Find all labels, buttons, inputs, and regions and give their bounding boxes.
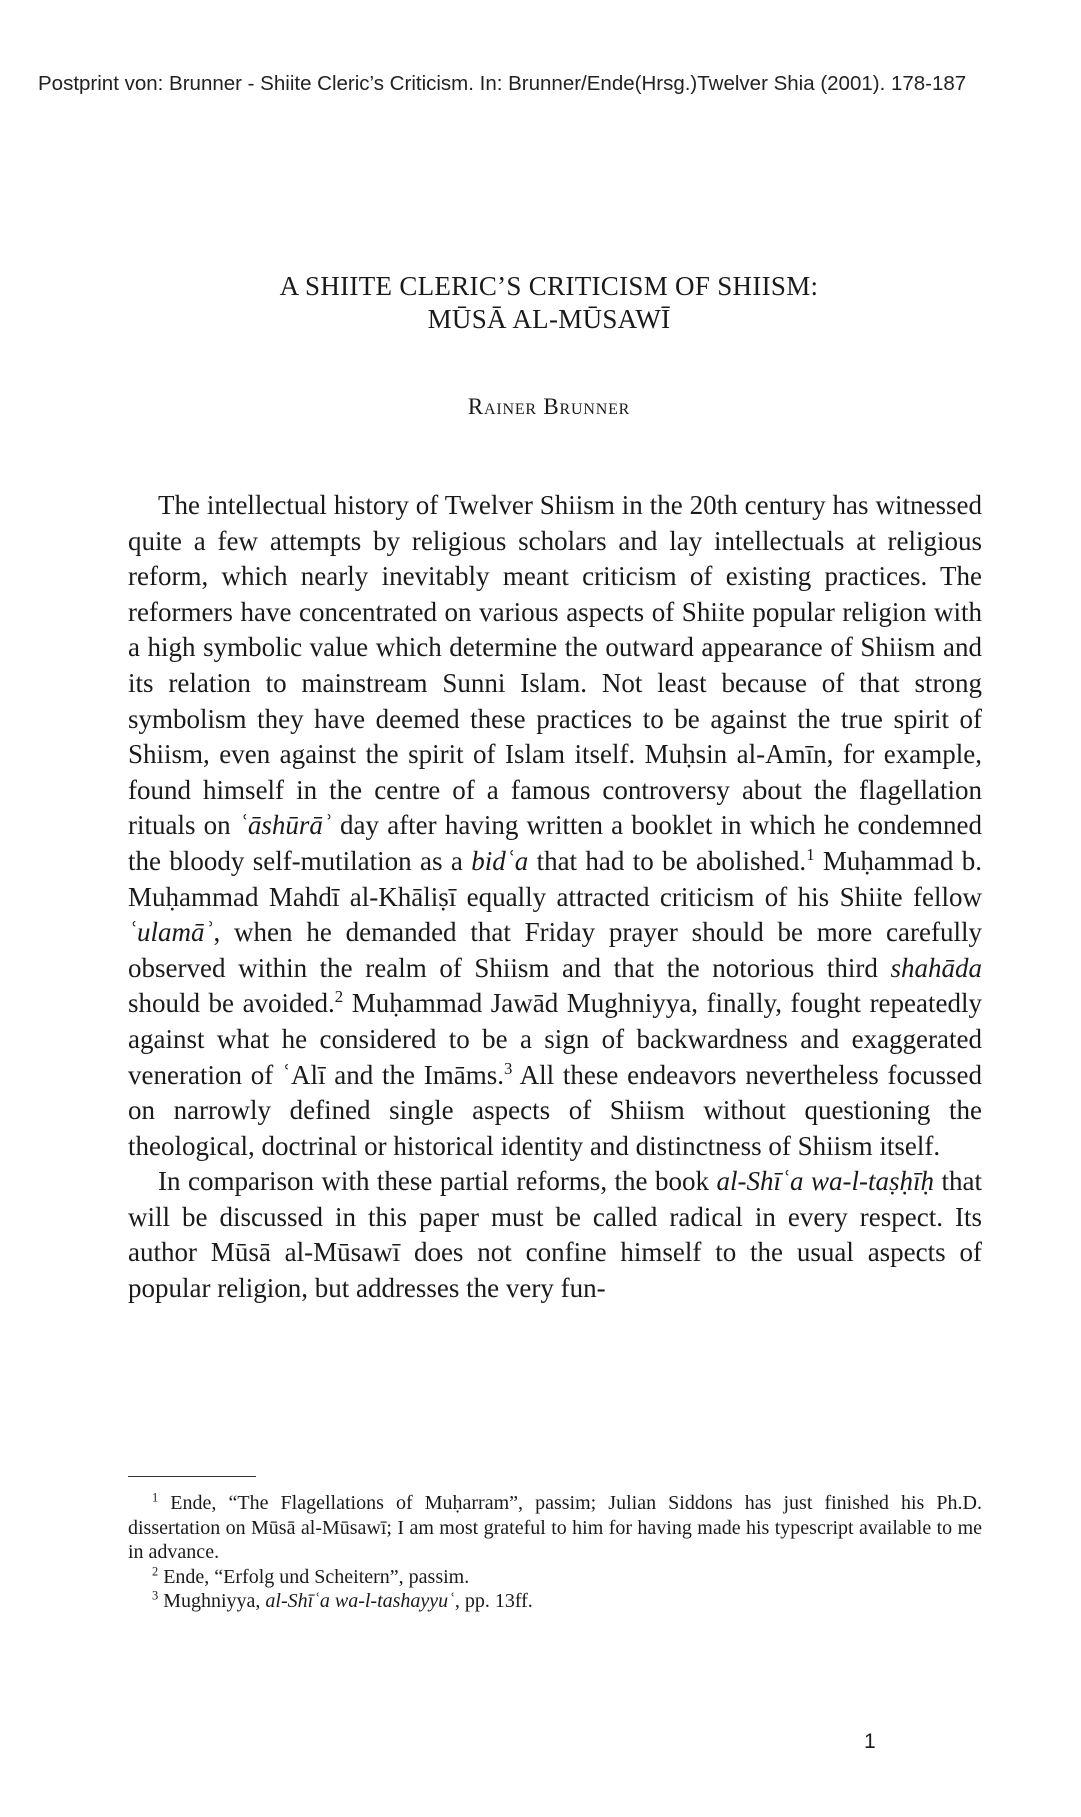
text-run: Mughniyya, bbox=[158, 1590, 266, 1612]
text-run: , pp. 13ff. bbox=[454, 1590, 533, 1612]
footnote-2 bbox=[128, 1565, 982, 1590]
footnote-marker: 3 bbox=[152, 1588, 159, 1603]
footnote-marker: 2 bbox=[334, 987, 344, 1007]
text-run: should be avoided. bbox=[128, 988, 335, 1019]
footnote-marker: 1 bbox=[806, 844, 815, 864]
title-block bbox=[128, 270, 970, 420]
body-paragraph-2 bbox=[128, 1164, 982, 1306]
footnote-marker: 2 bbox=[152, 1563, 159, 1578]
text-run: Ende, “Erfolg und Scheitern”, passim. bbox=[158, 1565, 470, 1588]
body-paragraph-1 bbox=[128, 488, 982, 1164]
italic-term: ʿulamāʾ bbox=[128, 917, 214, 948]
text-run: day after having written a booklet in which he condemned the bloody self-mutilation as a bbox=[128, 810, 982, 876]
italic-term: shahāda bbox=[890, 952, 982, 983]
text-run: Muḥammad b. Muḥammad Mahdī al-Khāliṣī equally attracted criticism of his Shiite fellow bbox=[128, 845, 983, 912]
paper-title-line-1: A SHIITE CLERIC’S CRITICISM OF SHIISM: bbox=[279, 271, 819, 301]
paper-title-line-2: MŪSĀ AL-MŪSAWĪ bbox=[427, 304, 671, 334]
postprint-header: Postprint von: Brunner - Shiite Cleric’s Criticism. In: Brunner/Ende(Hrsg.)Twelver Shia (2001). 178-187 bbox=[38, 72, 967, 95]
body-text bbox=[128, 488, 982, 1307]
footnotes bbox=[128, 1491, 982, 1614]
footnote-marker: 3 bbox=[503, 1058, 513, 1078]
text-run: , when he demanded that Friday prayer should be more carefully observed within the realm of Shiism and that the notorious third bbox=[128, 917, 982, 983]
italic-term: ʿāshūrāʾ bbox=[238, 810, 332, 841]
footnote-1 bbox=[128, 1491, 982, 1565]
text-run: that will be discussed in this paper must be called radical in every respect. Its author Mūsā al-Mūsawī does not confine himself to the usual aspects of popular religion, but addresses the very fun- bbox=[128, 1166, 982, 1304]
text-run: The intellectual history of Twelver Shiism in the 20th century has witnessed quite a few attempts by religious scholars and lay intellectuals at religious reform, which nearly inevitably meant criticism of existing practices. The reformers have concentrated on various aspects of Shiite popular religion with a high symbolic value which determine the outward appearance of Shiism and its relation to mainstream Sunni Islam. Not least because of that strong symbolism they have deemed these practices to be against the true spirit of Shiism, even against the spirit of Islam itself. Muḥsin al-Amīn, for example, found himself in the centre of a famous controversy about the flagellation rituals on bbox=[128, 490, 982, 841]
text-run: that had to be abolished. bbox=[528, 845, 807, 876]
text-run: Muḥammad Jawād Mughniyya, finally, fought repeatedly against what he considered to be a sign of backwardness and exaggerated veneration of ʿAlī and the Imāms. bbox=[128, 988, 982, 1090]
text-run: In comparison with these partial reforms, the book bbox=[158, 1166, 717, 1197]
footnote-marker: 1 bbox=[152, 1490, 159, 1505]
text-run: All these endeavors nevertheless focussed on narrowly defined single aspects of Shiism without questioning the theological, doctrinal or historical identity and distinctness of Shiism itself. bbox=[128, 1059, 982, 1161]
italic-term: bidʿa bbox=[471, 845, 529, 876]
italic-term: al-Shīʿa wa-l-tashayyuʿ bbox=[265, 1590, 455, 1612]
author-name: Rainer Brunner bbox=[467, 394, 631, 419]
page-number: 1 bbox=[864, 1730, 876, 1753]
footnote-3 bbox=[128, 1589, 982, 1614]
italic-term: al-Shīʿa wa-l-taṣḥīḥ bbox=[716, 1166, 935, 1197]
text-run: Ende, “The Flagellations of Muḥarram”, passim; Julian Siddons has just finished his Ph.D. dissertation on Mūsā al-Mūsawī; I am most grateful to him for having made his typescript available to me in advance. bbox=[128, 1492, 982, 1563]
footnote-divider bbox=[128, 1476, 256, 1477]
